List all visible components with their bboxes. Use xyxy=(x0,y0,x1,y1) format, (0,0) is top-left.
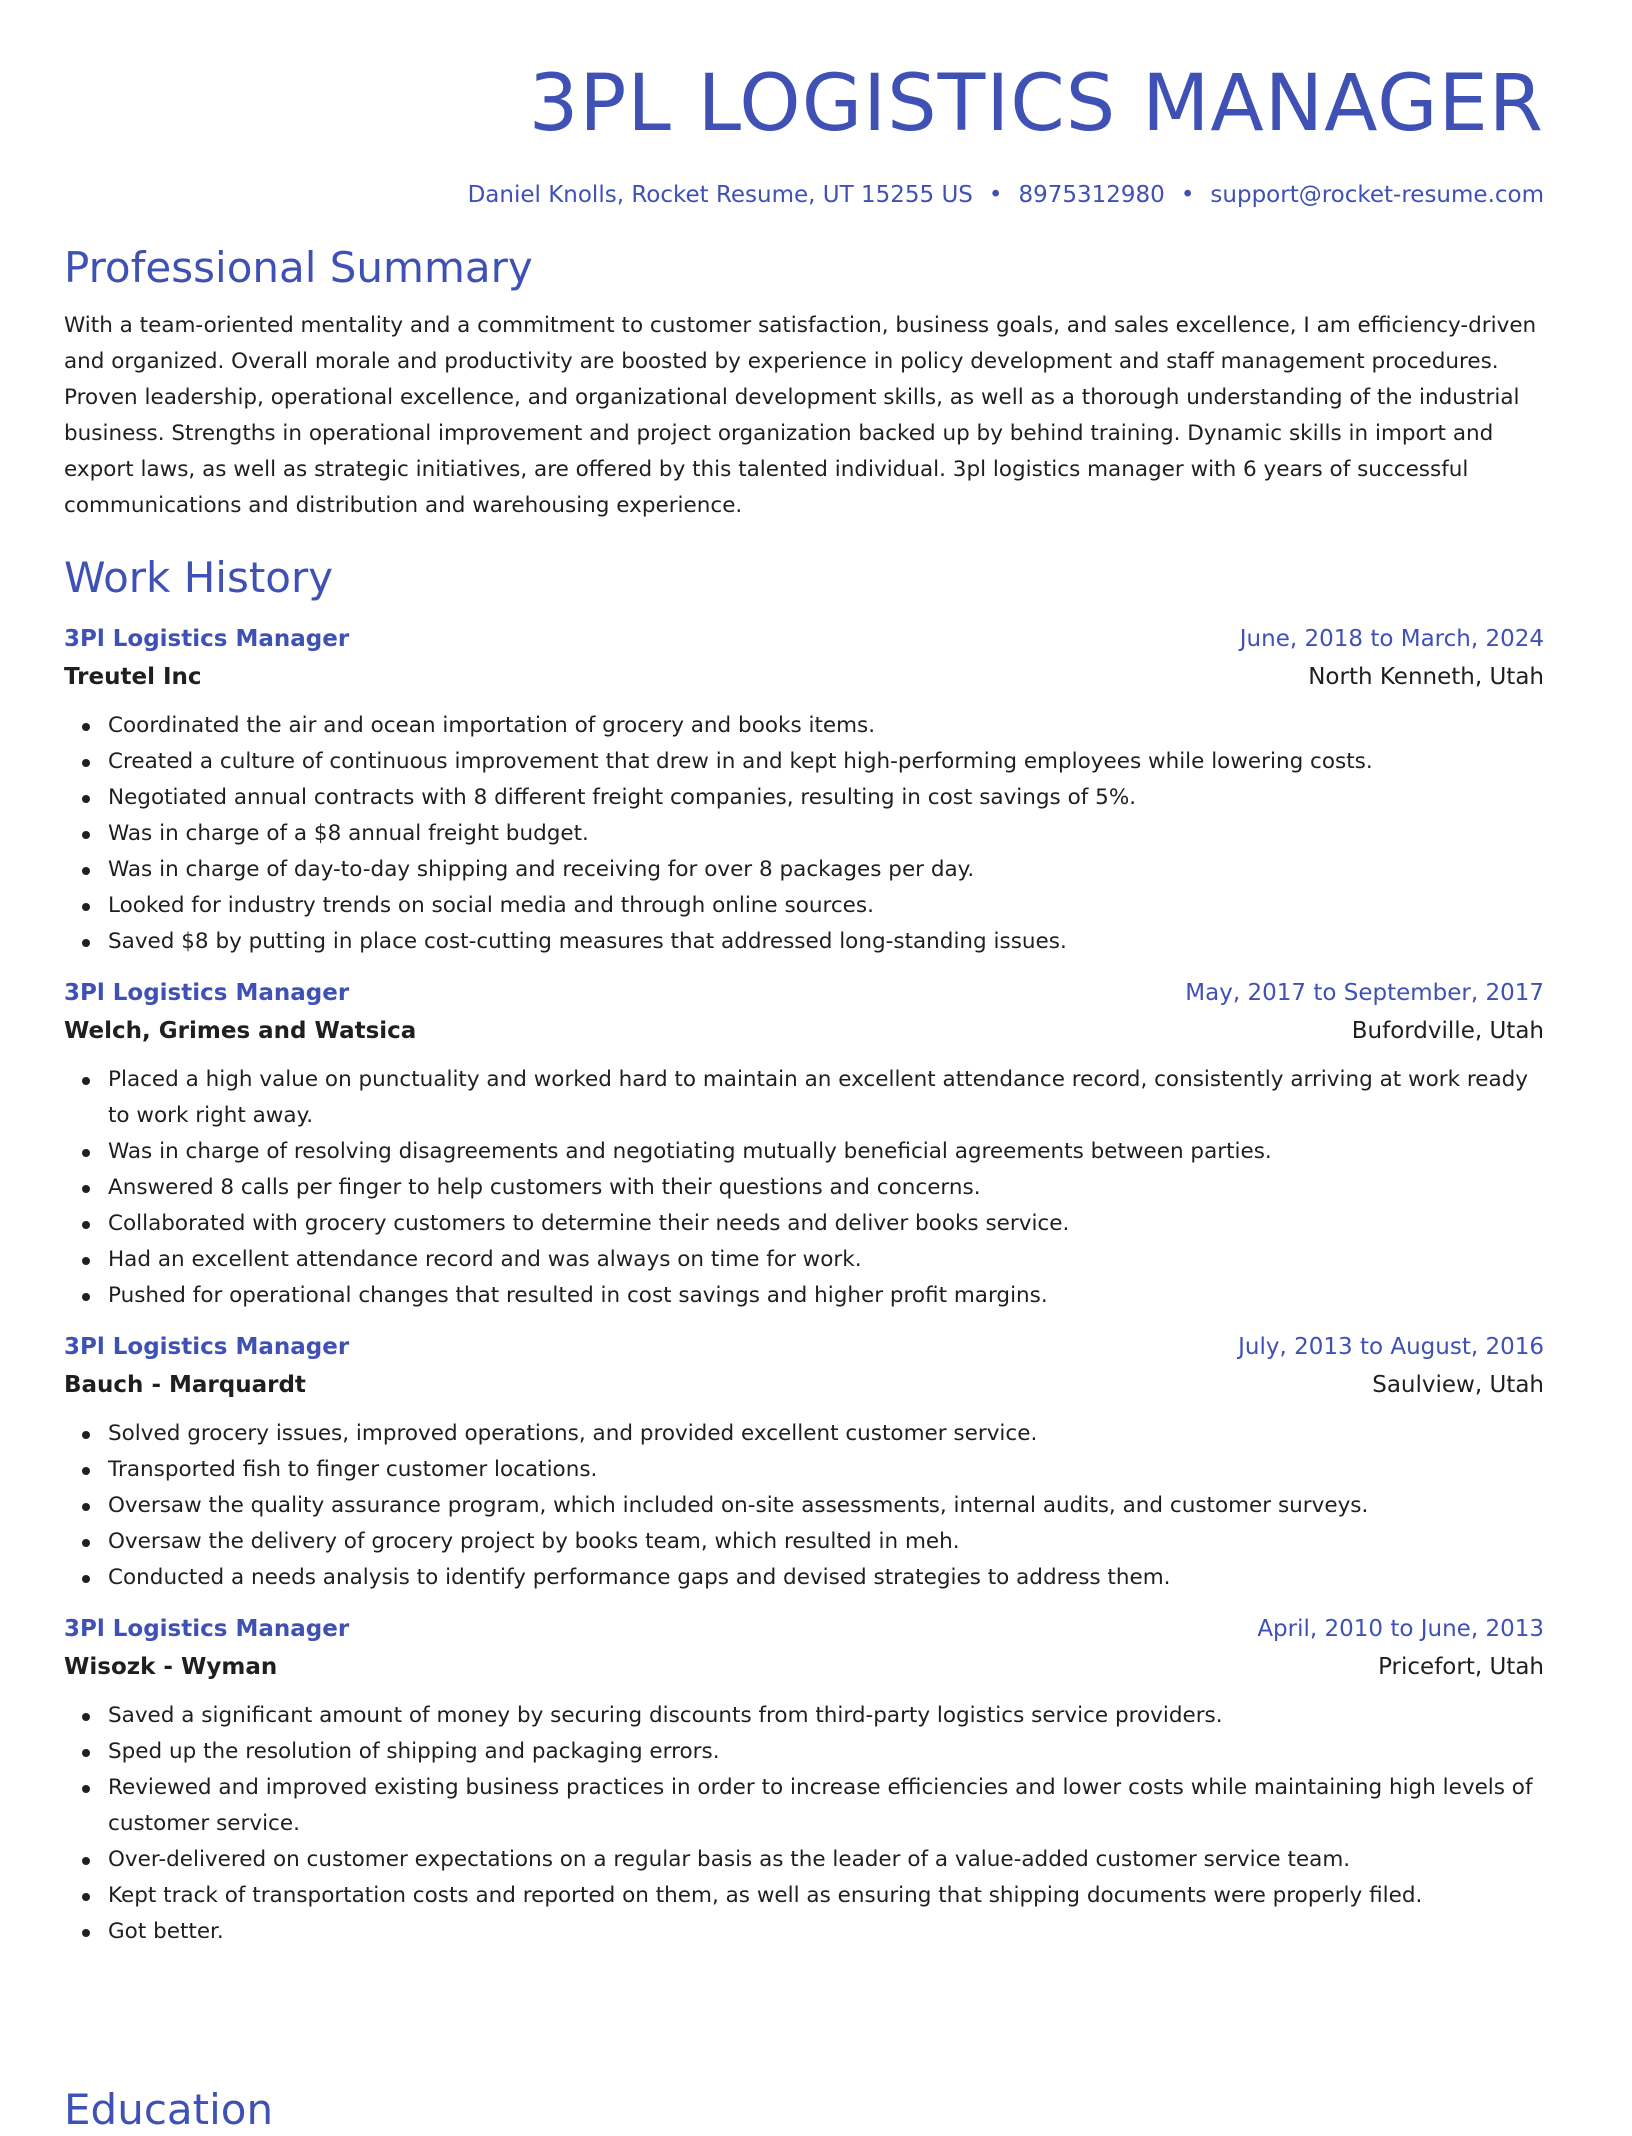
job-bullet: Negotiated annual contracts with 8 different freight companies, resulting in cost savings of 5%. xyxy=(108,780,1544,816)
job-bullet: Looked for industry trends on social media and through online sources. xyxy=(108,888,1544,924)
job-bullet: Was in charge of day-to-day shipping and receiving for over 8 packages per day. xyxy=(108,852,1544,888)
job-bullet: Saved a significant amount of money by securing discounts from third-party logistics service providers. xyxy=(108,1698,1544,1734)
job-bullet: Had an excellent attendance record and was always on time for work. xyxy=(108,1242,1544,1278)
job-bullet-list xyxy=(64,1062,1544,1314)
job-company-row xyxy=(64,1012,1544,1050)
job-bullet: Coordinated the air and ocean importation of grocery and books items. xyxy=(108,708,1544,744)
contact-separator: • xyxy=(988,182,1003,208)
job-bullet-list xyxy=(64,708,1544,960)
job-company: Bauch - Marquardt xyxy=(64,1372,306,1398)
job-company: Welch, Grimes and Watsica xyxy=(64,1018,417,1044)
work-history-heading: Work History xyxy=(64,553,334,602)
job-bullet: Solved grocery issues, improved operations, and provided excellent customer service. xyxy=(108,1416,1544,1452)
job-entry xyxy=(64,620,1544,960)
job-bullet: Oversaw the delivery of grocery project by books team, which resulted in meh. xyxy=(108,1524,1544,1560)
job-bullet: Kept track of transportation costs and reported on them, as well as ensuring that shipping documents were properly filed. xyxy=(108,1878,1544,1914)
job-location: North Kenneth, Utah xyxy=(1308,664,1544,690)
job-bullet: Collaborated with grocery customers to determine their needs and deliver books service. xyxy=(108,1206,1544,1242)
contact-separator: • xyxy=(1180,182,1195,208)
job-bullet: Reviewed and improved existing business practices in order to increase efficiencies and lower costs while maintaining high levels of customer service. xyxy=(108,1770,1544,1842)
job-company: Treutel Inc xyxy=(64,664,202,690)
contact-line xyxy=(64,180,1544,210)
job-bullet-list xyxy=(64,1698,1544,1950)
education-heading: Education xyxy=(64,2085,274,2134)
job-bullet: Was in charge of resolving disagreements and negotiating mutually beneficial agreements between parties. xyxy=(108,1134,1544,1170)
job-bullet-list xyxy=(64,1416,1544,1596)
job-title: 3Pl Logistics Manager xyxy=(64,1616,350,1642)
job-dates: April, 2010 to June, 2013 xyxy=(1257,1616,1544,1642)
job-location: Saulview, Utah xyxy=(1372,1372,1544,1398)
summary-heading: Professional Summary xyxy=(64,243,533,292)
job-entry xyxy=(64,1610,1544,1950)
contact-email: support@rocket-resume.com xyxy=(1210,182,1544,208)
job-title: 3Pl Logistics Manager xyxy=(64,1334,350,1360)
job-bullet: Transported fish to finger customer locations. xyxy=(108,1452,1544,1488)
job-bullet: Pushed for operational changes that resulted in cost savings and higher profit margins. xyxy=(108,1278,1544,1314)
job-header-row xyxy=(64,620,1544,658)
job-title: 3Pl Logistics Manager xyxy=(64,626,350,652)
summary-text: With a team-oriented mentality and a commitment to customer satisfaction, business goals, and sales excellence, I am efficiency-driven and organized. Overall morale and productivity are boosted by experience in policy development and staff management procedures. Proven leadership, operational excellence, and organizational development skills, as well as a thorough understanding of the industrial business. Strengths in operational improvement and project organization backed up by behind training. Dynamic skills in import and export laws, as well as strategic initiatives, are offered by this talented individual. 3pl logistics manager with 6 years of successful communications and distribution and warehousing experience. xyxy=(64,313,1537,518)
job-header-row xyxy=(64,974,1544,1012)
job-company-row xyxy=(64,1648,1544,1686)
job-company-row xyxy=(64,1366,1544,1404)
job-entry xyxy=(64,1328,1544,1596)
job-dates: July, 2013 to August, 2016 xyxy=(1238,1334,1544,1360)
job-location: Pricefort, Utah xyxy=(1378,1654,1544,1680)
job-location: Bufordville, Utah xyxy=(1351,1018,1544,1044)
job-bullet: Was in charge of a $8 annual freight budget. xyxy=(108,816,1544,852)
page-title: 3PL LOGISTICS MANAGER xyxy=(528,59,1544,149)
job-bullet: Over-delivered on customer expectations on a regular basis as the leader of a value-added customer service team. xyxy=(108,1842,1544,1878)
job-bullet: Oversaw the quality assurance program, which included on-site assessments, internal audits, and customer surveys. xyxy=(108,1488,1544,1524)
contact-phone: 8975312980 xyxy=(1018,182,1165,208)
job-bullet: Got better. xyxy=(108,1914,1544,1950)
job-company-row xyxy=(64,658,1544,696)
job-bullet: Saved $8 by putting in place cost-cutting measures that addressed long-standing issues. xyxy=(108,924,1544,960)
contact-address: Daniel Knolls, Rocket Resume, UT 15255 US xyxy=(467,182,973,208)
job-dates: June, 2018 to March, 2024 xyxy=(1239,626,1544,652)
job-dates: May, 2017 to September, 2017 xyxy=(1185,980,1544,1006)
job-header-row xyxy=(64,1328,1544,1366)
job-title: 3Pl Logistics Manager xyxy=(64,980,350,1006)
job-bullet: Sped up the resolution of shipping and packaging errors. xyxy=(108,1734,1544,1770)
job-entry xyxy=(64,974,1544,1314)
job-bullet: Placed a high value on punctuality and worked hard to maintain an excellent attendance record, consistently arriving at work ready to work right away. xyxy=(108,1062,1544,1134)
job-bullet: Answered 8 calls per finger to help customers with their questions and concerns. xyxy=(108,1170,1544,1206)
job-header-row xyxy=(64,1610,1544,1648)
job-bullet: Conducted a needs analysis to identify performance gaps and devised strategies to address them. xyxy=(108,1560,1544,1596)
job-bullet: Created a culture of continuous improvement that drew in and kept high-performing employees while lowering costs. xyxy=(108,744,1544,780)
job-company: Wisozk - Wyman xyxy=(64,1654,278,1680)
